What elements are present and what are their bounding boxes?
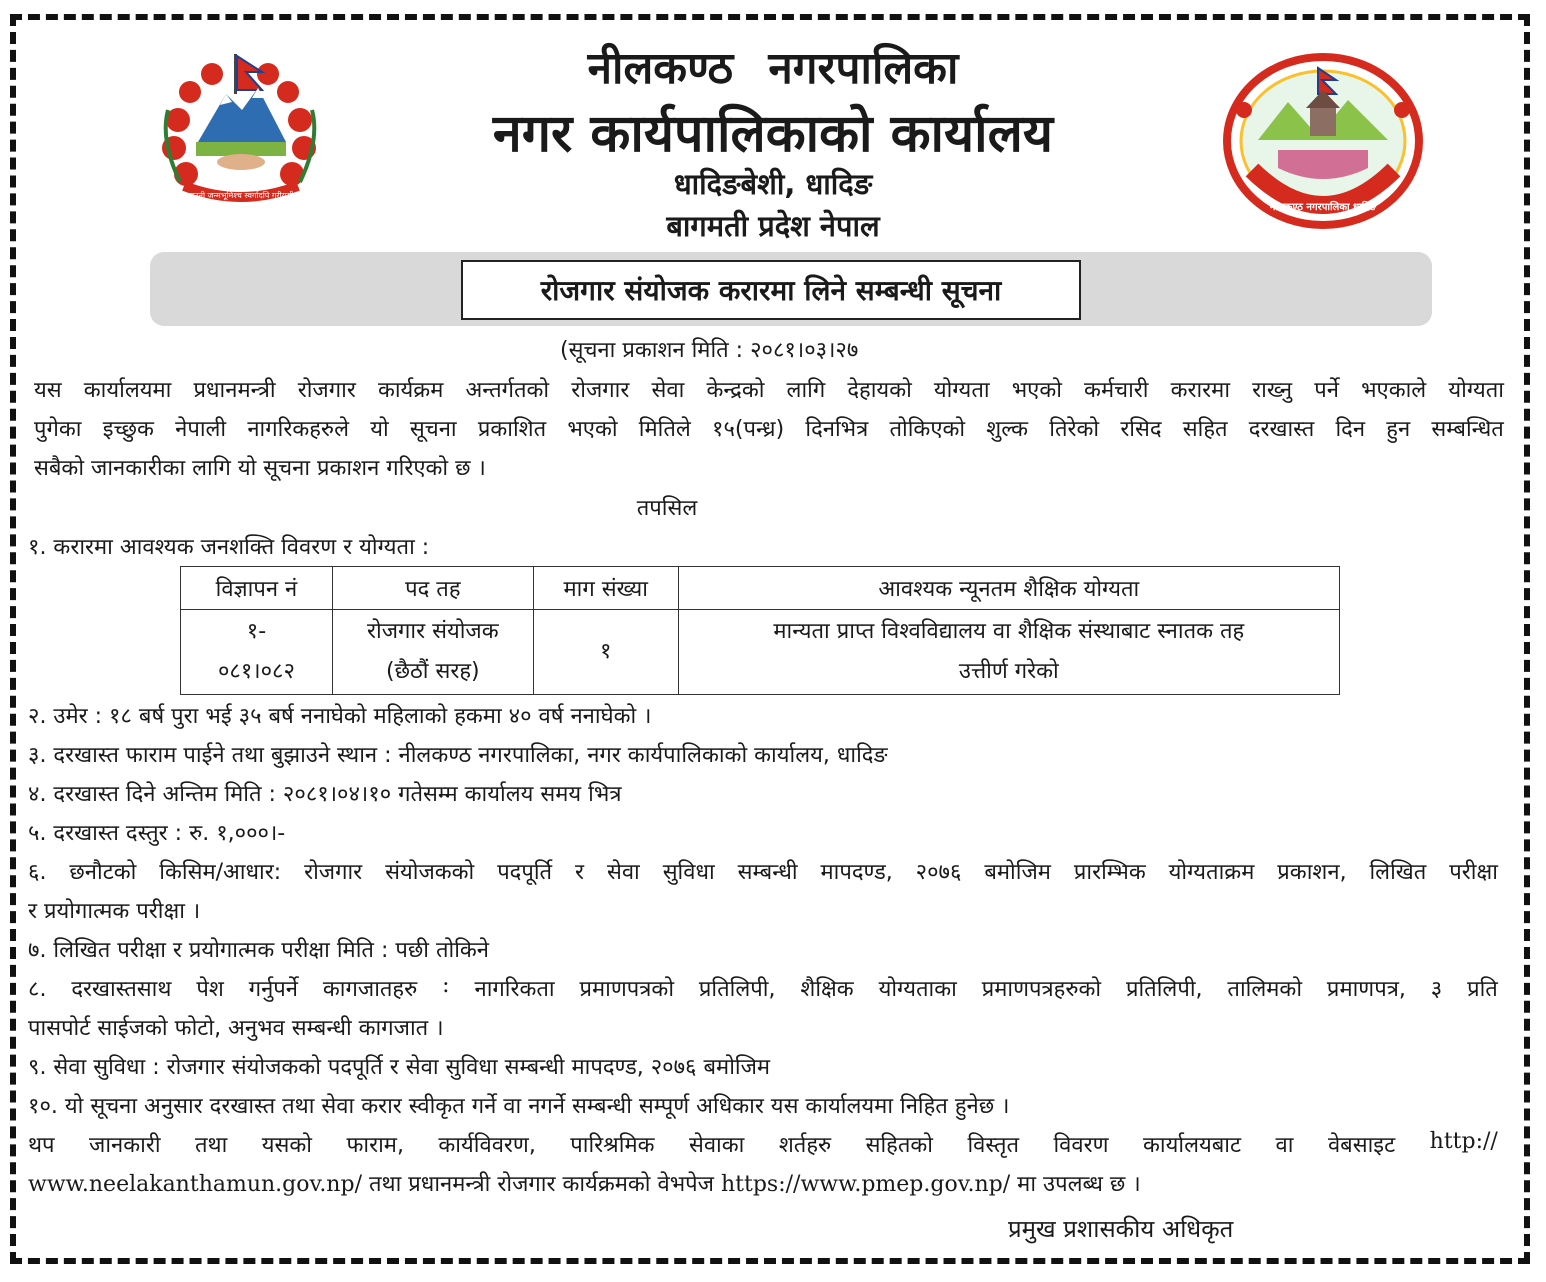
word: र xyxy=(575,860,585,885)
word: योग्यता xyxy=(933,378,990,403)
word: पर्ने xyxy=(1314,378,1339,403)
word: लिखित xyxy=(1369,860,1427,885)
table-header-cell: विज्ञापन नं xyxy=(181,567,333,610)
word: पारिश्रमिक xyxy=(570,1133,655,1158)
table-row xyxy=(181,610,1340,695)
word: योग्यताक्रम xyxy=(1168,860,1255,885)
word: ३ xyxy=(1430,977,1443,1002)
ad-number-line-1: १- xyxy=(246,619,267,644)
word: प्रतिलिपी, xyxy=(1125,977,1203,1002)
publish-date: (सूचना प्रकाशन मिति : २०८१।०३।२७ xyxy=(560,338,859,363)
word: रोजगार xyxy=(297,378,356,403)
item-7: ७. लिखित परीक्षा र प्रयोगात्मक परीक्षा मिति : पछी तोकिने xyxy=(28,938,490,963)
more-info-middle-text: तथा प्रधानमन्त्री रोजगार कार्यक्रमको वेभपेज xyxy=(368,1172,714,1197)
item-1: १. करारमा आवश्यक जनशक्ति विवरण र योग्यता : xyxy=(28,535,430,560)
word: वा xyxy=(1275,1133,1294,1158)
more-info-line-1 xyxy=(28,1129,1498,1159)
tapasil-heading: तपसिल xyxy=(636,496,698,521)
word: यसको xyxy=(261,1133,312,1158)
word: कार्यालयबाट xyxy=(1143,1133,1242,1158)
more-info-line-2 xyxy=(28,1168,1141,1198)
word: किसिम/आधार: xyxy=(159,860,282,885)
table-header-cell: पद तह xyxy=(332,567,533,610)
qualification-line-2: उत्तीर्ण गरेको xyxy=(958,659,1059,684)
item-5: ५. दरखास्त दस्तुर : रु. १,०००।- xyxy=(28,821,286,846)
word: जानकारी xyxy=(89,1133,161,1158)
word: प्रतिलिपी, xyxy=(698,977,776,1002)
word: पुगेका xyxy=(34,417,82,442)
word: तथा xyxy=(195,1133,228,1158)
intro-line-2 xyxy=(34,413,1504,443)
word: सम्बन्धी xyxy=(737,860,798,885)
word: कर्मचारी xyxy=(1084,378,1149,403)
table-header-cell: आवश्यक न्यूनतम शैक्षिक योग्यता xyxy=(678,567,1339,610)
word: दरखास्त xyxy=(1248,417,1315,442)
word: शैक्षिक xyxy=(800,977,854,1002)
word: फाराम, xyxy=(346,1133,404,1158)
word: योग्यता xyxy=(1448,378,1504,403)
word: भएको xyxy=(567,417,618,442)
word: मितिले xyxy=(638,417,691,442)
municipality-name: नीलकण्ठ नगरपालिका xyxy=(587,43,959,94)
word: रोजगार xyxy=(571,378,630,403)
word: बमोजिम xyxy=(984,860,1051,885)
word: वेबसाइट xyxy=(1327,1133,1396,1158)
word: मापदण्ड, xyxy=(820,860,893,885)
word: यस xyxy=(34,378,62,403)
word: कार्यालयमा xyxy=(83,378,172,403)
count-cell: १ xyxy=(533,610,678,695)
word: थप xyxy=(28,1133,55,1158)
word: शर्तहरु xyxy=(778,1133,832,1158)
word: नागरिकता xyxy=(474,977,555,1002)
word: लागि xyxy=(786,378,826,403)
word: परीक्षा xyxy=(1449,860,1498,885)
word: छनौटको xyxy=(69,860,137,885)
requirement-table xyxy=(180,566,1340,695)
word: इच्छुक xyxy=(102,417,154,442)
word: प्रति xyxy=(1467,977,1498,1002)
word: २०७६ xyxy=(915,860,962,885)
word: योग्यताका xyxy=(878,977,957,1002)
word: करारमा xyxy=(1170,378,1231,403)
item-3: ३. दरखास्त फाराम पाईने तथा बुझाउने स्थान : नीलकण्ठ नगरपालिका, नगर कार्यपालिकाको कार्यालय, धादिङ xyxy=(28,743,888,768)
word: पेश xyxy=(196,977,224,1002)
word: कागजातहरु xyxy=(322,977,418,1002)
word: रसिद xyxy=(1120,417,1162,442)
word: अन्तर्गतको xyxy=(465,378,550,403)
item-2: २. उमेर : १८ बर्ष पुरा भई ३५ बर्ष ननाघेको महिलाको हकमा ४० वर्ष ननाघेको । xyxy=(28,704,652,729)
ad-number-line-2: ०८१।०८२ xyxy=(217,659,295,684)
word: दिनभित्र xyxy=(805,417,869,442)
word: संयोजकको xyxy=(385,860,475,885)
signature-officer-title: प्रमुख प्रशासकीय अधिकृत xyxy=(1008,1215,1234,1243)
word: भएको xyxy=(1011,378,1062,403)
table-header-row xyxy=(181,567,1340,610)
word: दिन xyxy=(1335,417,1366,442)
word: विवरण xyxy=(1053,1133,1109,1158)
word: शुल्क xyxy=(986,417,1029,442)
word: सम्बन्धित xyxy=(1431,417,1504,442)
word: : xyxy=(442,973,450,998)
word: भएकाले xyxy=(1361,378,1427,403)
pmep-website-link[interactable]: https://www.pmep.gov.np/ xyxy=(720,1172,1011,1197)
municipality-website-link[interactable]: www.neelakanthamun.gov.np/ xyxy=(28,1172,362,1197)
word: ८. xyxy=(28,977,47,1002)
word: प्रधानमन्त्री xyxy=(193,378,276,403)
table-header-cell: माग संख्या xyxy=(533,567,678,610)
word: सेवा xyxy=(651,378,685,403)
word: नागरिकहरुले xyxy=(247,417,349,442)
notice-title: रोजगार संयोजक करारमा लिने सम्बन्धी सूचना xyxy=(461,260,1081,320)
word: नेपाली xyxy=(175,417,227,442)
post-cell xyxy=(332,610,533,695)
word: प्रमाणपत्रको xyxy=(579,977,675,1002)
intro-line-3: सबैको जानकारीका लागि यो सूचना प्रकाशन गरिएको छ । xyxy=(34,456,486,481)
word: तिरेको xyxy=(1049,417,1100,442)
word: तोकिएको xyxy=(889,417,966,442)
word: पदपूर्ति xyxy=(497,860,553,885)
post-line-2: (छैठौं सरह) xyxy=(386,659,480,684)
word: प्रमाणपत्र, xyxy=(1326,977,1406,1002)
word: रोजगार xyxy=(304,860,363,885)
word: १५(पन्ध्र) xyxy=(712,417,785,442)
ad-number-cell xyxy=(181,610,333,695)
word: यो xyxy=(370,417,389,442)
word: सहितको xyxy=(865,1133,933,1158)
qualification-line-1: मान्यता प्राप्त विश्वविद्यालय वा शैक्षिक संस्थाबाट स्नातक तह xyxy=(773,619,1245,644)
word: दरखास्तसाथ xyxy=(71,977,172,1002)
word: सहित xyxy=(1182,417,1228,442)
word: सूचना xyxy=(409,417,457,442)
item-10: १०. यो सूचना अनुसार दरखास्त तथा सेवा करार स्वीकृत गर्ने वा नगर्ने सम्बन्धी सम्पूर्ण अधिकार यस कार्यालयमा निहित हुनेछ । xyxy=(28,1094,1010,1119)
item-6-line-1 xyxy=(28,856,1498,886)
word: सेवाका xyxy=(688,1133,745,1158)
word: ६. xyxy=(28,860,47,885)
emblem-right-caption: नीलकण्ठ नगरपालिका धादिङ xyxy=(1269,202,1377,213)
word: प्रकाशन, xyxy=(1277,860,1347,885)
word: हुन xyxy=(1386,417,1411,442)
more-info-end-text: मा उपलब्ध छ । xyxy=(1017,1172,1141,1197)
word: http:// xyxy=(1429,1129,1498,1154)
word: केन्द्रको xyxy=(706,378,765,403)
word: सेवा xyxy=(606,860,640,885)
word: सुविधा xyxy=(662,860,715,885)
word: गर्नुपर्ने xyxy=(248,977,298,1002)
word: प्रकाशित xyxy=(477,417,547,442)
word: कार्यविवरण, xyxy=(438,1133,536,1158)
word: तालिमको xyxy=(1227,977,1303,1002)
word: विस्तृत xyxy=(967,1133,1020,1158)
office-province: बागमती प्रदेश नेपाल xyxy=(666,209,880,243)
word: प्रमाणपत्रहरुको xyxy=(981,977,1102,1002)
item-8-line-1 xyxy=(28,973,1498,1003)
word: प्रारम्भिक xyxy=(1073,860,1146,885)
intro-line-1 xyxy=(34,374,1504,404)
office-name: नगर कार्यपालिकाको कार्यालय xyxy=(492,104,1054,164)
item-9: ९. सेवा सुविधा : रोजगार संयोजकको पदपूर्ति र सेवा सुविधा सम्बन्धी मापदण्ड, २०७६ बमोजिम xyxy=(28,1055,771,1080)
item-6-line-2: र प्रयोगात्मक परीक्षा । xyxy=(28,899,201,924)
word: राख्नु xyxy=(1252,378,1293,403)
word: कार्यक्रम xyxy=(377,378,444,403)
post-line-1: रोजगार संयोजक xyxy=(367,619,499,644)
item-4: ४. दरखास्त दिने अन्तिम मिति : २०८१।०४।१० गतेसम्म कार्यालय समय भित्र xyxy=(28,782,622,807)
qualification-cell xyxy=(678,610,1339,695)
emblem-left-caption: जननी जन्मभूमिश्च स्वर्गादपि गरीयसी xyxy=(188,191,294,200)
item-8-line-2: पासपोर्ट साईजको फोटो, अनुभव सम्बन्धी कागजात । xyxy=(28,1016,444,1041)
word: देहायको xyxy=(847,378,912,403)
office-location: धादिङबेशी, धादिङ xyxy=(673,167,873,201)
